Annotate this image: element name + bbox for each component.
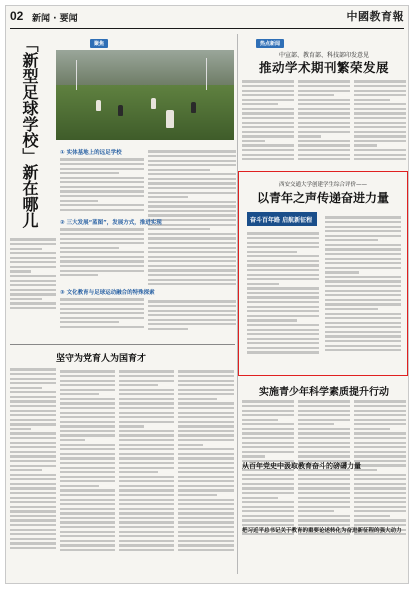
photo-sky <box>56 50 234 85</box>
news-tag: 热点新闻 <box>256 39 284 48</box>
feature-subhead: ③ 文化教育与足球运动融合的特殊探索 <box>60 290 155 296</box>
article-kicker: 西安交通大学创建学生综合评价—— <box>278 182 367 188</box>
feature-subhead: ① 实体基地上的远足学校 <box>60 150 122 156</box>
highlighted-article[interactable] <box>238 171 408 376</box>
article-headline: 从百年党史中汲取教育奋斗的磅礴力量 <box>242 461 361 470</box>
newspaper-page <box>5 5 409 584</box>
text-column <box>60 296 144 336</box>
feature-photo <box>56 50 234 140</box>
photo-player <box>118 105 123 116</box>
feature-headline: 「新型足球学校」新在哪儿 <box>20 36 39 228</box>
text-column <box>247 230 319 370</box>
page-number: 02 <box>10 9 24 23</box>
photo-pole <box>206 58 207 90</box>
text-column <box>178 368 234 576</box>
photo-player <box>96 100 101 111</box>
article-headline: 以青年之声传递奋进力量 <box>256 191 389 205</box>
photo-field <box>56 85 234 140</box>
feature-tag: 聚焦 <box>90 39 108 48</box>
section-rule <box>10 344 235 345</box>
article-headline: 坚守为党育人为国育才 <box>56 354 147 364</box>
column-banner <box>247 212 317 226</box>
article-deck: 中宣部、教育部、科技部印发意见 <box>278 52 369 59</box>
text-column <box>298 78 350 166</box>
article-headline: 把习近平总书记关于教育的重要论述转化为奋进新征程的强大动力 <box>242 528 402 534</box>
section-name: 新闻 · 要闻 <box>32 14 78 24</box>
text-column <box>60 156 144 214</box>
photo-player <box>191 102 196 113</box>
feature-subhead: ② 三大发展“蓝图”，发展方式，推进实现 <box>60 220 162 226</box>
article-headline: 推动学术期刊繁荣发展 <box>258 60 389 75</box>
photo-player <box>151 98 156 109</box>
masthead <box>10 8 404 29</box>
text-column <box>354 78 406 166</box>
text-column <box>119 368 174 576</box>
article-headline: 实施青少年科学素质提升行动 <box>259 387 389 398</box>
paper-name: 中國教育報 <box>346 10 404 23</box>
text-column <box>60 226 144 282</box>
banner-label: 奋斗百年路 启航新征程 <box>250 217 313 224</box>
text-column <box>148 298 236 338</box>
photo-pole <box>76 60 77 90</box>
text-column <box>60 368 115 576</box>
text-column <box>325 214 401 370</box>
text-column <box>10 236 56 336</box>
photo-player <box>166 110 174 128</box>
text-column <box>242 78 294 166</box>
text-column <box>10 366 56 576</box>
